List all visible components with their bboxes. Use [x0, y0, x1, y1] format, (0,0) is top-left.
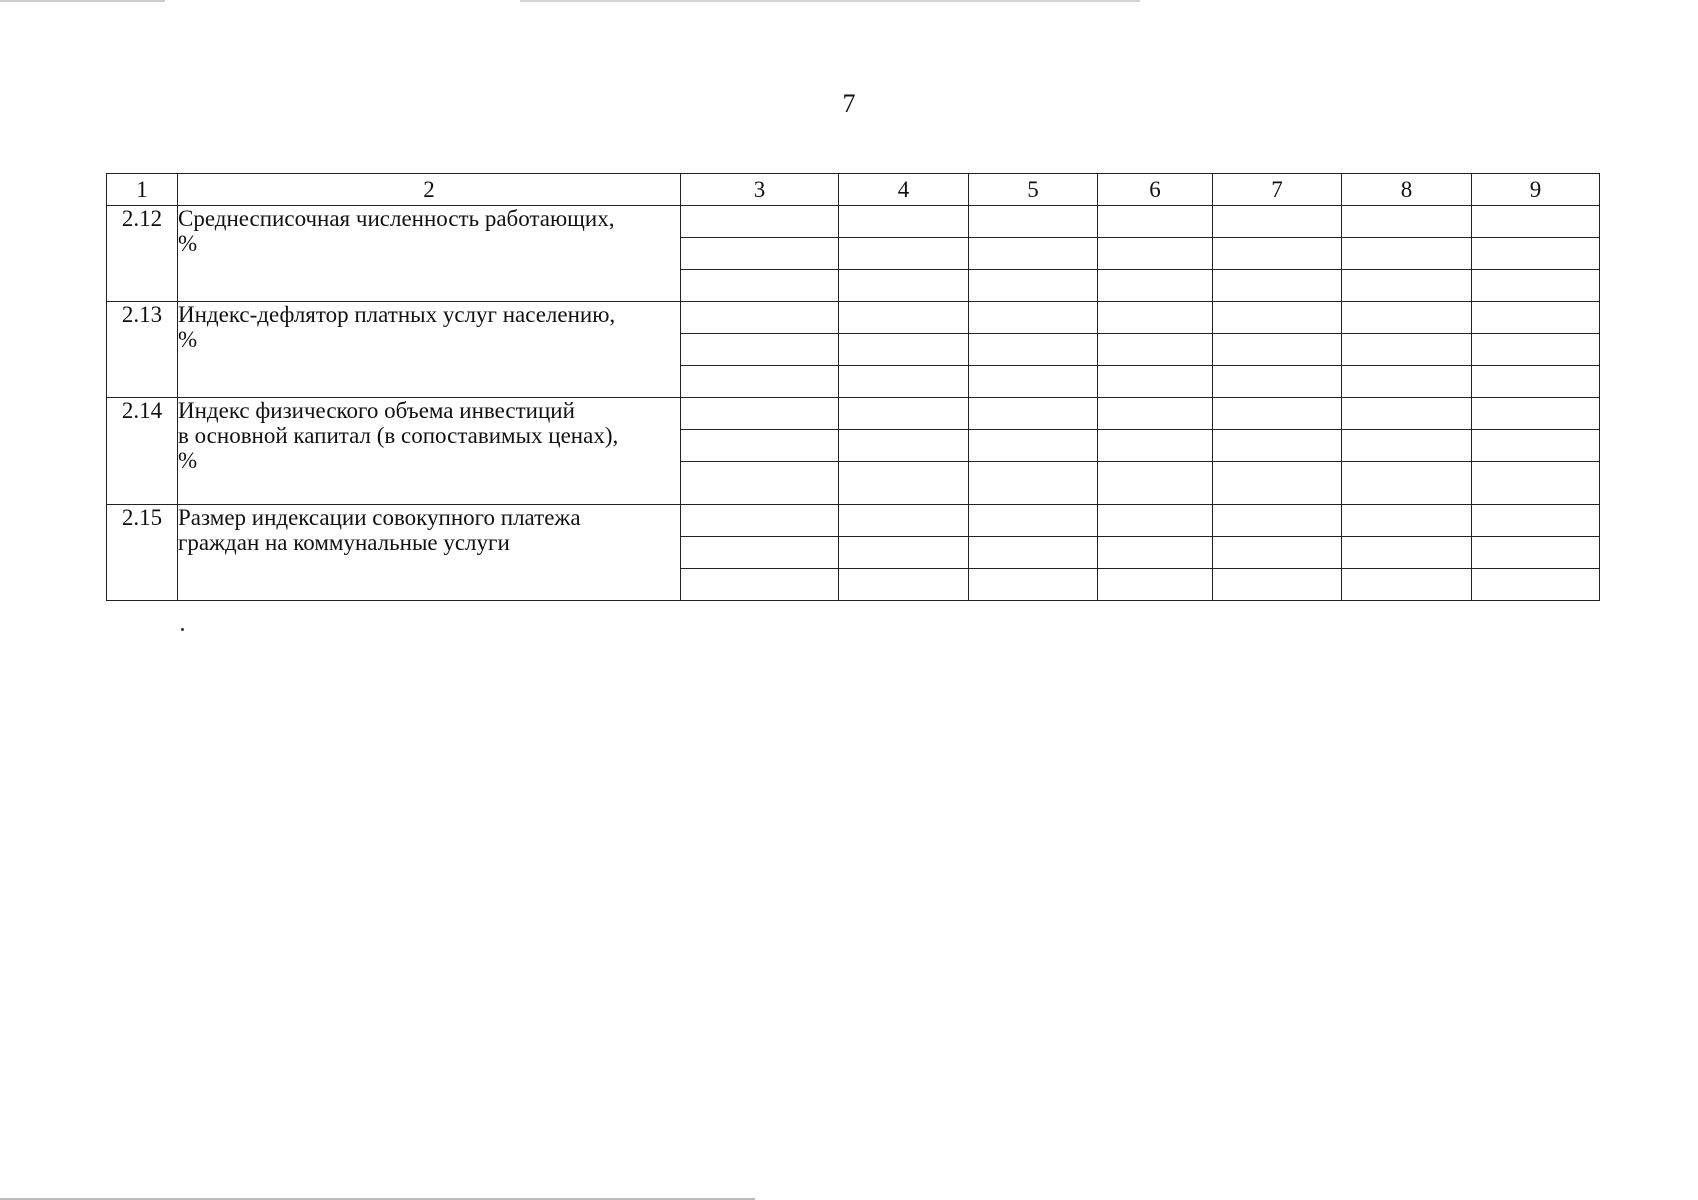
data-cell[interactable] [1213, 206, 1342, 238]
description-line: % [178, 448, 198, 473]
data-cell[interactable] [681, 334, 839, 366]
data-cell[interactable] [1342, 398, 1472, 430]
data-cell[interactable] [839, 398, 969, 430]
data-cell[interactable] [969, 334, 1098, 366]
data-cell[interactable] [1342, 366, 1472, 398]
data-cell[interactable] [1213, 505, 1342, 537]
indicator-table [106, 173, 1600, 601]
data-cell[interactable] [839, 238, 969, 270]
data-cell[interactable] [1472, 569, 1600, 601]
description-line: % [178, 231, 198, 256]
data-cell[interactable] [1472, 505, 1600, 537]
table-row [107, 505, 1600, 537]
data-cell[interactable] [839, 334, 969, 366]
header-cell: 5 [969, 174, 1098, 206]
table-row [107, 302, 1600, 334]
data-cell[interactable] [681, 462, 839, 505]
row-number: 2.13 [107, 302, 178, 398]
description-line: граждан на коммунальные услуги [178, 530, 510, 555]
data-cell[interactable] [681, 302, 839, 334]
data-cell[interactable] [839, 302, 969, 334]
data-cell[interactable] [1213, 366, 1342, 398]
data-cell[interactable] [1342, 270, 1472, 302]
data-cell[interactable] [1342, 537, 1472, 569]
data-cell[interactable] [1098, 334, 1213, 366]
header-cell: 6 [1098, 174, 1213, 206]
data-cell[interactable] [839, 569, 969, 601]
data-cell[interactable] [1342, 206, 1472, 238]
data-cell[interactable] [681, 505, 839, 537]
data-cell[interactable] [969, 569, 1098, 601]
data-cell[interactable] [969, 366, 1098, 398]
table-row [107, 206, 1600, 238]
data-cell[interactable] [1213, 430, 1342, 462]
description-line: % [178, 327, 198, 352]
data-cell[interactable] [1472, 462, 1600, 505]
data-cell[interactable] [681, 366, 839, 398]
data-cell[interactable] [1098, 505, 1213, 537]
row-description [178, 505, 681, 601]
data-cell[interactable] [681, 238, 839, 270]
row-number: 2.12 [107, 206, 178, 302]
scan-edge-top [0, 0, 1698, 2]
data-cell[interactable] [839, 505, 969, 537]
data-cell[interactable] [1472, 302, 1600, 334]
data-cell[interactable] [1098, 398, 1213, 430]
description-line: Среднесписочная численность работающих, [178, 206, 615, 231]
data-cell[interactable] [839, 462, 969, 505]
data-cell[interactable] [1342, 569, 1472, 601]
data-cell[interactable] [681, 398, 839, 430]
header-cell: 3 [681, 174, 839, 206]
data-cell[interactable] [1098, 302, 1213, 334]
data-cell[interactable] [1098, 206, 1213, 238]
data-cell[interactable] [1472, 537, 1600, 569]
data-cell[interactable] [681, 206, 839, 238]
data-cell[interactable] [1098, 270, 1213, 302]
data-cell[interactable] [1098, 569, 1213, 601]
header-cell: 8 [1342, 174, 1472, 206]
data-cell[interactable] [1342, 238, 1472, 270]
data-cell[interactable] [681, 430, 839, 462]
data-cell[interactable] [969, 238, 1098, 270]
row-description [178, 206, 681, 302]
description-line: Размер индексации совокупного платежа [178, 505, 581, 530]
data-cell[interactable] [839, 430, 969, 462]
data-cell[interactable] [1472, 430, 1600, 462]
description-line: Индекс-дефлятор платных услуг населению, [178, 302, 616, 327]
data-cell[interactable] [1098, 366, 1213, 398]
data-cell[interactable] [839, 537, 969, 569]
data-cell[interactable] [1472, 206, 1600, 238]
data-cell[interactable] [839, 366, 969, 398]
data-cell[interactable] [1213, 462, 1342, 505]
data-cell[interactable] [969, 302, 1098, 334]
header-cell: 7 [1213, 174, 1342, 206]
data-cell[interactable] [1213, 270, 1342, 302]
data-cell[interactable] [1213, 302, 1342, 334]
data-cell[interactable] [1213, 238, 1342, 270]
data-cell[interactable] [1098, 462, 1213, 505]
data-cell[interactable] [1098, 537, 1213, 569]
data-cell[interactable] [1472, 398, 1600, 430]
data-cell[interactable] [681, 270, 839, 302]
data-cell[interactable] [1213, 537, 1342, 569]
data-cell[interactable] [1472, 334, 1600, 366]
data-cell[interactable] [1342, 505, 1472, 537]
data-cell[interactable] [839, 206, 969, 238]
data-cell[interactable] [1472, 366, 1600, 398]
data-cell[interactable] [969, 398, 1098, 430]
data-cell[interactable] [1342, 334, 1472, 366]
data-cell[interactable] [1098, 238, 1213, 270]
data-cell[interactable] [1472, 270, 1600, 302]
data-cell[interactable] [969, 270, 1098, 302]
row-description [178, 302, 681, 398]
data-cell[interactable] [1342, 462, 1472, 505]
data-cell[interactable] [1472, 238, 1600, 270]
data-cell[interactable] [969, 206, 1098, 238]
header-cell: 2 [178, 174, 681, 206]
data-cell[interactable] [969, 505, 1098, 537]
table-row [107, 398, 1600, 430]
row-number: 2.15 [107, 505, 178, 601]
description-line: Индекс физического объема инвестиций [178, 398, 575, 423]
data-cell[interactable] [839, 270, 969, 302]
data-cell[interactable] [1342, 430, 1472, 462]
data-cell[interactable] [681, 537, 839, 569]
data-cell[interactable] [681, 569, 839, 601]
data-cell[interactable] [1213, 569, 1342, 601]
data-cell[interactable] [1213, 334, 1342, 366]
data-cell[interactable] [969, 462, 1098, 505]
data-cell[interactable] [1098, 430, 1213, 462]
data-cell[interactable] [1342, 302, 1472, 334]
data-cell[interactable] [969, 430, 1098, 462]
stray-dot [181, 628, 184, 631]
row-number: 2.14 [107, 398, 178, 505]
header-cell: 4 [839, 174, 969, 206]
table-header-row [107, 174, 1600, 206]
header-cell: 1 [107, 174, 178, 206]
description-line: в основной капитал (в сопоставимых ценах), [178, 423, 619, 448]
row-description [178, 398, 681, 505]
header-cell: 9 [1472, 174, 1600, 206]
page-number: 7 [842, 89, 856, 118]
data-cell[interactable] [969, 537, 1098, 569]
data-cell[interactable] [1213, 398, 1342, 430]
